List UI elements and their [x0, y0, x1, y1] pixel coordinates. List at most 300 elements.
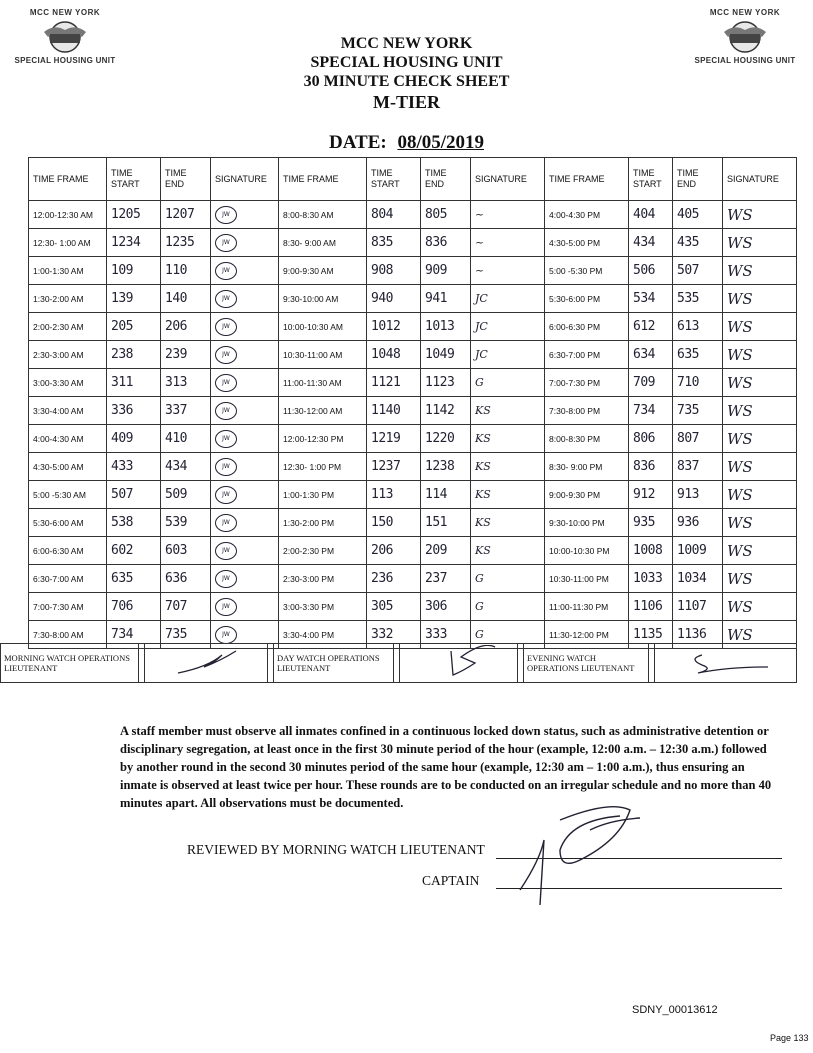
- bates-number: SDNY_00013612: [632, 1004, 718, 1016]
- time-start-cell-value: 336: [111, 403, 133, 418]
- time-start-cell: [367, 593, 421, 621]
- time-start-cell-value: 1048: [371, 347, 401, 362]
- signature-cell: [211, 425, 279, 453]
- instructions-paragraph: A staff member must observe all inmates confined in a continuous locked down status, such as administrative detention or disciplinary segregation, at least once in the first 30 minute period of the hour (example, 12:00 a.m. – 12:30 a.m.) followed by another round in the second 30 minutes period of the same hour (example, 12:30 am – 1:00 a.m.), thus ensuring an inmate is observed at least twice per hour. These rounds are to be conducted on an irregular schedule and no more than 40 minutes apart. All observations must be documented.: [120, 724, 772, 810]
- time-start-cell-value: 709: [633, 375, 655, 390]
- time-frame-cell: [279, 481, 367, 509]
- time-frame-cell: [545, 257, 629, 285]
- signature-cell-value: JC: [475, 292, 488, 305]
- signature-cell-value: WS: [727, 345, 753, 364]
- column-header: TIME END: [421, 158, 471, 201]
- time-end-cell: [421, 285, 471, 313]
- time-frame-cell: [29, 201, 107, 229]
- time-frame-cell: [29, 285, 107, 313]
- time-frame-cell: [29, 229, 107, 257]
- evening-lieutenant-signature: [655, 644, 797, 683]
- time-end-cell: [421, 369, 471, 397]
- time-start-cell-value: 113: [371, 487, 393, 502]
- signature-cell-value: WS: [727, 541, 753, 560]
- column-header: SIGNATURE: [471, 158, 545, 201]
- signature-cell-value: WS: [727, 485, 753, 504]
- time-frame-cell: [29, 509, 107, 537]
- time-end-cell: [421, 537, 471, 565]
- table-row: [29, 537, 797, 565]
- time-end-cell: [161, 201, 211, 229]
- page-number: Page 133: [770, 1033, 809, 1043]
- table-row: [29, 453, 797, 481]
- time-end-cell-value: 909: [425, 263, 447, 278]
- time-end-cell: [161, 453, 211, 481]
- time-frame-cell: [29, 397, 107, 425]
- time-end-cell: [161, 481, 211, 509]
- time-start-cell: [629, 481, 673, 509]
- signature-cell-value: ~: [475, 208, 485, 221]
- table-row: [29, 369, 797, 397]
- signature-cell: [211, 313, 279, 341]
- time-start-cell-value: 1237: [371, 459, 401, 474]
- time-frame-cell: [545, 285, 629, 313]
- signature-cell-value: JW: [215, 626, 237, 644]
- time-frame-cell: [545, 537, 629, 565]
- time-frame-cell-value: 3:00-3:30 AM: [33, 377, 84, 388]
- signature-cell: [471, 313, 545, 341]
- signature-cell-value: WS: [727, 625, 753, 644]
- time-end-cell-value: 941: [425, 291, 447, 306]
- time-end-cell: [673, 481, 723, 509]
- time-frame-cell-value: 1:30-2:00 AM: [33, 293, 84, 304]
- evening-lieutenant-label: EVENING WATCH OPERATIONS LIEUTENANT: [524, 644, 649, 683]
- time-frame-cell-value: 5:00 -5:30 PM: [549, 265, 603, 276]
- signature-cell-value: JW: [215, 570, 237, 588]
- page-title: [0, 34, 813, 113]
- time-frame-cell-value: 7:00-7:30 PM: [549, 377, 601, 388]
- signature-cell-value: WS: [727, 597, 753, 616]
- time-frame-cell-value: 6:30-7:00 AM: [33, 573, 84, 584]
- signature-cell: [723, 453, 797, 481]
- time-start-cell: [107, 593, 161, 621]
- time-end-cell: [161, 593, 211, 621]
- time-start-cell: [107, 341, 161, 369]
- time-end-cell: [421, 397, 471, 425]
- time-start-cell: [367, 565, 421, 593]
- signature-cell: [471, 537, 545, 565]
- signature-cell: [211, 537, 279, 565]
- signature-cell-value: ~: [475, 236, 485, 249]
- time-frame-cell-value: 3:30-4:00 AM: [33, 405, 84, 416]
- table-row: [29, 593, 797, 621]
- time-end-cell: [673, 565, 723, 593]
- signature-cell: [723, 481, 797, 509]
- time-end-cell-value: 434: [165, 459, 187, 474]
- day-lieutenant-signature: [400, 644, 518, 683]
- time-end-cell-value: 1009: [677, 543, 707, 558]
- time-frame-cell-value: 12:00-12:30 AM: [33, 209, 94, 220]
- time-start-cell-value: 1205: [111, 207, 141, 222]
- time-frame-cell-value: 6:00-6:30 PM: [549, 321, 601, 332]
- time-frame-cell-value: 5:30-6:00 AM: [33, 517, 84, 528]
- signature-cell: [211, 453, 279, 481]
- time-frame-cell-value: 2:30-3:00 PM: [283, 573, 335, 584]
- time-start-cell: [367, 313, 421, 341]
- signature-cell-value: JW: [215, 542, 237, 560]
- signature-cell-value: JW: [215, 598, 237, 616]
- time-start-cell-value: 507: [111, 487, 133, 502]
- time-frame-cell: [545, 425, 629, 453]
- column-header: SIGNATURE: [723, 158, 797, 201]
- time-frame-cell: [545, 509, 629, 537]
- signature-cell-value: WS: [727, 401, 753, 420]
- time-frame-cell: [29, 425, 107, 453]
- time-end-cell: [161, 369, 211, 397]
- signature-cell-value: KS: [475, 460, 491, 473]
- time-start-cell-value: 734: [633, 403, 655, 418]
- signature-cell-value: WS: [727, 513, 753, 532]
- signature-cell: [211, 593, 279, 621]
- time-start-cell: [367, 425, 421, 453]
- signature-cell-value: ~: [475, 264, 485, 277]
- time-frame-cell: [279, 397, 367, 425]
- signature-cell: [723, 201, 797, 229]
- time-frame-cell-value: 8:30- 9:00 AM: [283, 237, 336, 248]
- time-start-cell-value: 404: [633, 207, 655, 222]
- time-end-cell: [161, 565, 211, 593]
- time-frame-cell-value: 4:00-4:30 AM: [33, 433, 84, 444]
- time-end-cell: [421, 593, 471, 621]
- time-end-cell-value: 1123: [425, 375, 455, 390]
- time-end-cell-value: 306: [425, 599, 447, 614]
- time-frame-cell-value: 8:00-8:30 PM: [549, 433, 601, 444]
- time-end-cell-value: 507: [677, 263, 699, 278]
- signature-cell: [723, 313, 797, 341]
- time-frame-cell-value: 7:30-8:00 PM: [549, 405, 601, 416]
- signature-cell-value: JW: [215, 346, 237, 364]
- table-row: [29, 341, 797, 369]
- signature-cell-value: JW: [215, 402, 237, 420]
- time-frame-cell: [29, 565, 107, 593]
- time-frame-cell: [29, 537, 107, 565]
- time-start-cell: [107, 565, 161, 593]
- time-frame-cell: [29, 313, 107, 341]
- time-frame-cell: [29, 481, 107, 509]
- time-start-cell-value: 1106: [633, 599, 663, 614]
- time-start-cell: [107, 229, 161, 257]
- time-start-cell: [367, 229, 421, 257]
- time-frame-cell: [29, 453, 107, 481]
- time-end-cell: [421, 509, 471, 537]
- signature-cell-value: G: [475, 628, 484, 641]
- signature-cell-value: JW: [215, 318, 237, 336]
- time-end-cell-value: 1207: [165, 207, 195, 222]
- time-end-cell: [673, 341, 723, 369]
- time-frame-cell-value: 2:00-2:30 AM: [33, 321, 84, 332]
- time-start-cell: [367, 509, 421, 537]
- signature-cell: [723, 229, 797, 257]
- signature-cell-value: JW: [215, 514, 237, 532]
- time-frame-cell: [545, 565, 629, 593]
- time-end-cell-value: 237: [425, 571, 447, 586]
- signature-cell: [471, 565, 545, 593]
- time-start-cell: [367, 397, 421, 425]
- time-start-cell-value: 935: [633, 515, 655, 530]
- time-end-cell: [673, 201, 723, 229]
- time-frame-cell-value: 12:30- 1:00 PM: [283, 461, 342, 472]
- time-end-cell-value: 1220: [425, 431, 455, 446]
- time-start-cell-value: 912: [633, 487, 655, 502]
- time-end-cell-value: 206: [165, 319, 187, 334]
- time-end-cell-value: 313: [165, 375, 187, 390]
- review-label: REVIEWED BY MORNING WATCH LIEUTENANT: [187, 842, 485, 857]
- morning-lieutenant-signature: [145, 644, 268, 683]
- time-end-cell: [161, 257, 211, 285]
- time-end-cell-value: 337: [165, 403, 187, 418]
- time-frame-cell-value: 1:00-1:30 AM: [33, 265, 84, 276]
- time-end-cell-value: 1049: [425, 347, 455, 362]
- time-start-cell: [107, 369, 161, 397]
- time-end-cell-value: 140: [165, 291, 187, 306]
- signature-cell-value: WS: [727, 457, 753, 476]
- time-frame-cell: [545, 341, 629, 369]
- time-start-cell: [107, 509, 161, 537]
- column-header: TIME END: [673, 158, 723, 201]
- signature-cell: [471, 509, 545, 537]
- date-label: DATE:: [328, 132, 387, 153]
- time-end-cell: [161, 509, 211, 537]
- column-header: TIME START: [367, 158, 421, 201]
- signature-cell: [211, 369, 279, 397]
- check-table: [28, 157, 797, 649]
- time-start-cell-value: 836: [633, 459, 655, 474]
- time-end-cell: [673, 425, 723, 453]
- time-frame-cell-value: 1:30-2:00 PM: [283, 517, 335, 528]
- time-frame-cell-value: 4:30-5:00 PM: [549, 237, 601, 248]
- signature-cell: [471, 453, 545, 481]
- column-header: TIME FRAME: [279, 158, 367, 201]
- time-frame-cell-value: 2:00-2:30 PM: [283, 545, 335, 556]
- time-frame-cell-value: 4:00-4:30 PM: [549, 209, 601, 220]
- time-frame-cell-value: 12:30- 1:00 AM: [33, 237, 91, 248]
- time-start-cell: [367, 285, 421, 313]
- time-end-cell-value: 1013: [425, 319, 455, 334]
- time-start-cell: [629, 229, 673, 257]
- time-frame-cell: [29, 341, 107, 369]
- time-end-cell: [673, 369, 723, 397]
- time-start-cell: [367, 481, 421, 509]
- time-end-cell: [161, 229, 211, 257]
- signature-cell-value: WS: [727, 569, 753, 588]
- table-row: [29, 201, 797, 229]
- time-start-cell-value: 634: [633, 347, 655, 362]
- time-end-cell-value: 509: [165, 487, 187, 502]
- date-row: [0, 132, 813, 154]
- time-start-cell: [629, 397, 673, 425]
- column-header: TIME FRAME: [29, 158, 107, 201]
- time-start-cell-value: 1219: [371, 431, 401, 446]
- table-row: [29, 481, 797, 509]
- lieutenant-table: [0, 643, 797, 683]
- time-start-cell: [367, 453, 421, 481]
- time-end-cell: [673, 257, 723, 285]
- signature-cell-value: G: [475, 376, 484, 389]
- column-header: TIME FRAME: [545, 158, 629, 201]
- signature-cell-value: KS: [475, 516, 491, 529]
- column-header: TIME START: [629, 158, 673, 201]
- time-end-cell: [673, 537, 723, 565]
- time-start-cell-value: 635: [111, 571, 133, 586]
- time-end-cell: [421, 257, 471, 285]
- day-lieutenant-label: DAY WATCH OPERATIONS LIEUTENANT: [274, 644, 394, 683]
- time-start-cell-value: 1140: [371, 403, 401, 418]
- time-end-cell-value: 1238: [425, 459, 455, 474]
- time-end-cell-value: 435: [677, 235, 699, 250]
- signature-cell: [471, 229, 545, 257]
- time-frame-cell-value: 11:30-12:00 AM: [283, 405, 343, 416]
- signature-cell: [723, 425, 797, 453]
- time-end-cell-value: 807: [677, 431, 699, 446]
- time-frame-cell-value: 3:00-3:30 PM: [283, 601, 335, 612]
- time-start-cell: [107, 201, 161, 229]
- time-frame-cell-value: 9:00-9:30 PM: [549, 489, 601, 500]
- signature-cell: [211, 341, 279, 369]
- time-frame-cell-value: 11:00-11:30 AM: [283, 377, 342, 388]
- time-start-cell-value: 1135: [633, 627, 663, 642]
- table-row: [29, 397, 797, 425]
- time-end-cell: [161, 313, 211, 341]
- time-end-cell: [421, 453, 471, 481]
- time-start-cell: [629, 257, 673, 285]
- time-start-cell: [629, 369, 673, 397]
- logo-top-text: MCC NEW YORK: [29, 8, 101, 17]
- time-start-cell: [367, 201, 421, 229]
- morning-lieutenant-label: MORNING WATCH OPERATIONS LIEUTENANT: [1, 644, 139, 683]
- time-frame-cell-value: 1:00-1:30 PM: [283, 489, 335, 500]
- time-start-cell-value: 940: [371, 291, 393, 306]
- table-row: [29, 425, 797, 453]
- time-start-cell: [629, 537, 673, 565]
- signature-cell: [471, 481, 545, 509]
- time-frame-cell: [279, 537, 367, 565]
- column-header: SIGNATURE: [211, 158, 279, 201]
- time-start-cell: [629, 285, 673, 313]
- time-frame-cell-value: 10:00-10:30 AM: [283, 321, 344, 332]
- time-end-cell: [421, 565, 471, 593]
- signature-cell: [723, 565, 797, 593]
- time-start-cell: [629, 565, 673, 593]
- table-header-row: [29, 158, 797, 201]
- time-end-cell-value: 710: [677, 375, 699, 390]
- signature-cell: [471, 397, 545, 425]
- time-start-cell-value: 109: [111, 263, 133, 278]
- time-frame-cell-value: 7:30-8:00 AM: [33, 629, 84, 640]
- time-start-cell-value: 1033: [633, 571, 663, 586]
- time-frame-cell-value: 10:30-11:00 PM: [549, 573, 609, 584]
- time-start-cell: [629, 425, 673, 453]
- time-start-cell-value: 908: [371, 263, 393, 278]
- logo-bottom-text: SPECIAL HOUSING UNIT: [694, 56, 796, 65]
- time-end-cell-value: 405: [677, 207, 699, 222]
- signature-cell: [723, 397, 797, 425]
- time-start-cell: [107, 425, 161, 453]
- time-end-cell-value: 707: [165, 599, 187, 614]
- time-end-cell: [673, 593, 723, 621]
- time-frame-cell: [29, 257, 107, 285]
- time-end-cell-value: 1034: [677, 571, 707, 586]
- time-start-cell-value: 409: [111, 431, 133, 446]
- signature-cell: [211, 201, 279, 229]
- time-end-cell: [673, 285, 723, 313]
- time-start-cell-value: 205: [111, 319, 133, 334]
- time-start-cell-value: 538: [111, 515, 133, 530]
- time-frame-cell-value: 4:30-5:00 AM: [33, 461, 84, 472]
- time-frame-cell: [545, 201, 629, 229]
- time-end-cell-value: 837: [677, 459, 699, 474]
- date-value: 08/05/2019: [397, 132, 485, 153]
- time-start-cell: [107, 257, 161, 285]
- time-frame-cell: [545, 593, 629, 621]
- signature-cell-value: WS: [727, 429, 753, 448]
- time-start-cell: [367, 341, 421, 369]
- time-frame-cell-value: 7:00-7:30 AM: [33, 601, 84, 612]
- time-start-cell-value: 506: [633, 263, 655, 278]
- time-end-cell-value: 539: [165, 515, 187, 530]
- signature-cell-value: JC: [475, 348, 488, 361]
- time-end-cell-value: 636: [165, 571, 187, 586]
- time-frame-cell: [545, 481, 629, 509]
- time-start-cell-value: 434: [633, 235, 655, 250]
- time-start-cell-value: 206: [371, 543, 393, 558]
- time-end-cell-value: 114: [425, 487, 447, 502]
- time-end-cell-value: 913: [677, 487, 699, 502]
- time-frame-cell: [279, 201, 367, 229]
- time-end-cell-value: 603: [165, 543, 187, 558]
- signature-cell-value: JW: [215, 374, 237, 392]
- reviewer-signature: [500, 800, 670, 910]
- time-start-cell: [367, 537, 421, 565]
- time-frame-cell-value: 10:00-10:30 PM: [549, 545, 610, 556]
- title-line-2: SPECIAL HOUSING UNIT: [310, 54, 503, 71]
- signature-cell-value: G: [475, 600, 484, 613]
- signature-cell-value: JW: [215, 206, 237, 224]
- time-frame-cell: [279, 285, 367, 313]
- time-end-cell: [421, 313, 471, 341]
- time-end-cell-value: 1142: [425, 403, 455, 418]
- signature-cell: [471, 201, 545, 229]
- time-end-cell: [161, 425, 211, 453]
- signature-cell: [471, 257, 545, 285]
- time-start-cell-value: 150: [371, 515, 393, 530]
- signature-cell: [211, 397, 279, 425]
- signature-cell: [211, 257, 279, 285]
- signature-cell-value: JW: [215, 262, 237, 280]
- time-end-cell-value: 936: [677, 515, 699, 530]
- signature-cell: [471, 593, 545, 621]
- signature-cell: [211, 481, 279, 509]
- time-end-cell-value: 1136: [677, 627, 707, 642]
- time-end-cell-value: 635: [677, 347, 699, 362]
- time-frame-cell: [279, 257, 367, 285]
- time-frame-cell: [279, 313, 367, 341]
- time-frame-cell-value: 6:30-7:00 PM: [549, 349, 601, 360]
- time-frame-cell-value: 2:30-3:00 AM: [33, 349, 84, 360]
- signature-cell-value: KS: [475, 432, 491, 445]
- signature-cell: [723, 537, 797, 565]
- signature-cell: [723, 285, 797, 313]
- time-start-cell-value: 238: [111, 347, 133, 362]
- time-start-cell-value: 433: [111, 459, 133, 474]
- time-start-cell-value: 734: [111, 627, 133, 642]
- signature-cell-value: JC: [475, 320, 488, 333]
- time-end-cell-value: 333: [425, 627, 447, 642]
- time-start-cell: [629, 201, 673, 229]
